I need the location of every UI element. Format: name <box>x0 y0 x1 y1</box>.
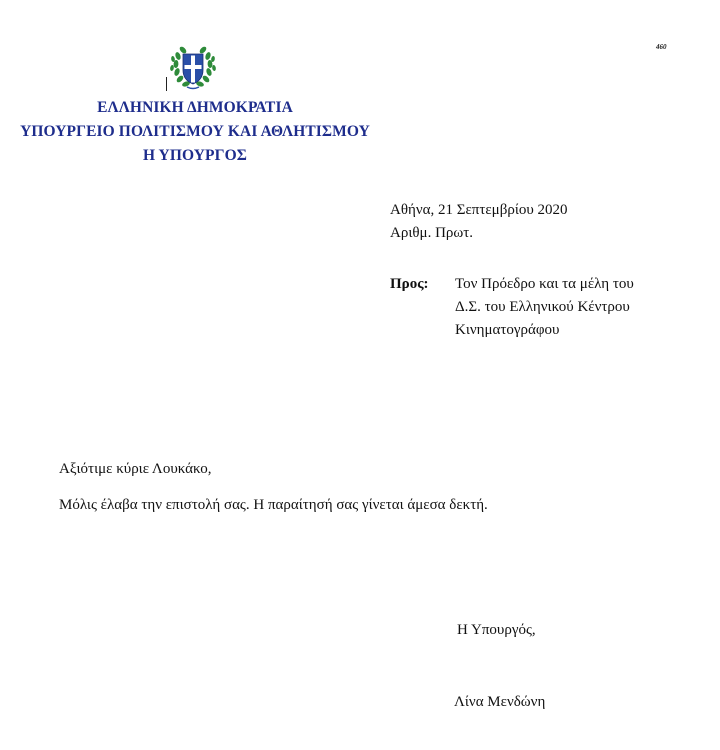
letterhead-minister: Η ΥΠΟΥΡΓΟΣ <box>143 147 247 164</box>
letterhead-country: ΕΛΛΗΝΙΚΗ ΔΗΜΟΚΡΑΤΙΑ <box>97 99 293 116</box>
letter-body: Μόλις έλαβα την επιστολή σας. Η παραίτησή σας γίνεται άμεσα δεκτή. <box>59 497 488 513</box>
recipient-line: Κινηματογράφου <box>455 322 560 338</box>
letterhead-ministry: ΥΠΟΥΡΓΕΙΟ ΠΟΛΙΤΙΣΜΟΥ ΚΑΙ ΑΘΛΗΤΙΣΜΟΥ <box>20 123 370 140</box>
signature-name: Λίνα Μενδώνη <box>454 694 546 710</box>
date-line: Αθήνα, 21 Σεπτεμβρίου 2020 <box>390 202 568 218</box>
text-cursor-mark <box>166 77 167 91</box>
recipient-line: Δ.Σ. του Ελληνικού Κέντρου <box>455 299 630 315</box>
page-number: 460 <box>656 43 667 51</box>
closing: Η Υπουργός, <box>457 622 536 638</box>
date-block <box>390 199 568 245</box>
letterhead <box>0 96 390 168</box>
protocol-line: Αριθμ. Πρωτ. <box>390 225 474 241</box>
greek-coat-of-arms-icon <box>167 42 219 92</box>
recipient-lines <box>455 273 634 342</box>
recipient-label: Προς: <box>390 276 429 292</box>
salutation: Αξιότιμε κύριε Λουκάκο, <box>59 461 212 477</box>
recipient-line: Τον Πρόεδρο και τα μέλη του <box>455 276 634 292</box>
